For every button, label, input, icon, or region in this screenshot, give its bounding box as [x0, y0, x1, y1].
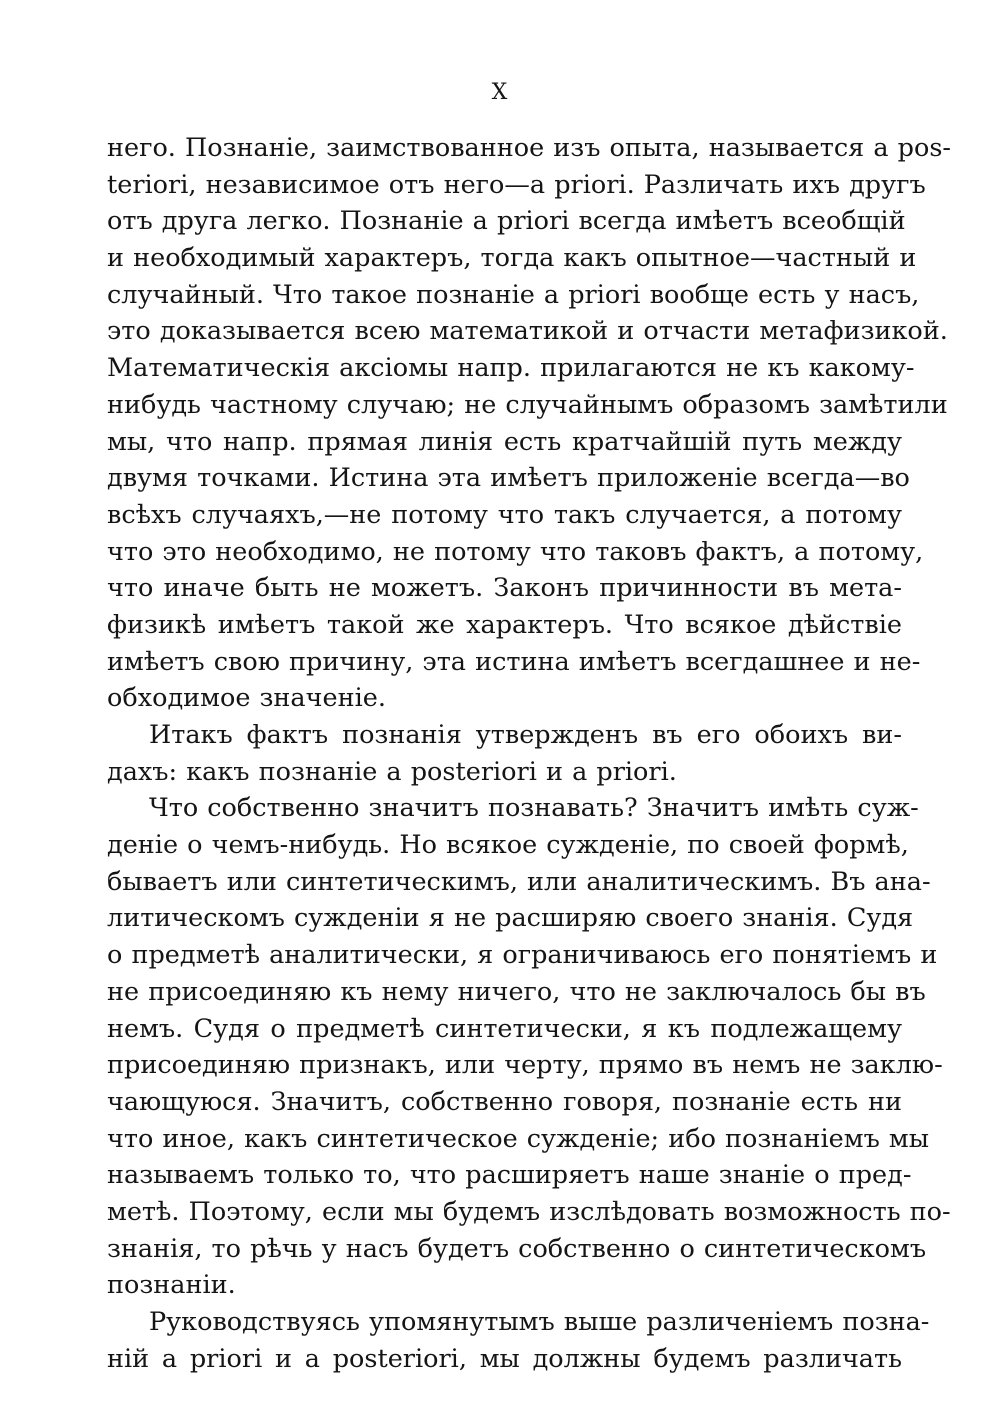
text-line: Математическiя аксiомы напр. прилагаются не къ какому- — [107, 353, 915, 384]
paragraph-1 — [107, 130, 952, 717]
text-line: нiй а priori и а posteriori, мы должны будемъ различать — [107, 1343, 902, 1374]
body-text — [107, 130, 952, 1377]
text-line: это доказывается всею математикой и отчасти метафизикой. — [107, 316, 948, 347]
text-line: Руководствуясь упомянутымъ выше различенiемъ позна- — [149, 1307, 930, 1337]
text-line: двумя точками. Истина эта имѣетъ приложенiе всегда—во — [107, 463, 910, 494]
text-line: о предметѣ аналитически, я ограничиваюсь его понятiемъ и — [107, 940, 938, 971]
text-line: бываетъ или синтетическимъ, или аналитическимъ. Въ ана- — [107, 866, 931, 897]
text-line: дахъ: какъ познанiе а posteriori и а priori. — [107, 756, 677, 787]
text-line: физикѣ имѣетъ такой же характеръ. Что всякое дѣйствiе — [107, 609, 902, 640]
text-line: что это необходимо, не потому что таковъ фактъ, а потому, — [107, 536, 924, 567]
text-line: мы, что напр. прямая линiя есть кратчайшiй путь между — [107, 426, 902, 457]
paragraph-4 — [107, 1304, 930, 1377]
text-line: что иначе быть не можетъ. Законъ причинности въ мета- — [107, 573, 902, 604]
text-line: teriori, независимое отъ него—а priori. Различать ихъ другъ — [107, 169, 926, 200]
text-line: присоединяю признакъ, или черту, прямо въ немъ не заклю- — [107, 1050, 943, 1081]
text-line: метѣ. Поэтому, если мы будемъ изслѣдовать возможность по- — [107, 1196, 951, 1227]
text-line: литическомъ сужденiи я не расширяю своего знанiя. Судя — [107, 903, 914, 934]
text-line: Итакъ фактъ познанiя утвержденъ въ его обоихъ ви- — [149, 720, 902, 750]
text-line: денiе о чемъ-нибудь. Но всякое сужденiе, по своей формѣ, — [107, 830, 909, 861]
text-line: немъ. Судя о предметѣ синтетически, я къ подлежащему — [107, 1013, 902, 1044]
text-line: всѣхъ случаяхъ,—не потому что такъ случается, а потому — [107, 499, 902, 530]
text-line: что иное, какъ синтетическое сужденiе; ибо познанiемъ мы — [107, 1123, 930, 1154]
text-line: не присоединяю къ нему ничего, что не заключалось бы въ — [107, 976, 926, 1007]
text-line: отъ друга легко. Познанiе а priori всегда имѣетъ всеобщiй — [107, 206, 906, 237]
paragraph-3 — [107, 790, 951, 1304]
text-line: Что собственно значитъ познавать? Значитъ имѣть суж- — [149, 793, 919, 824]
text-line: случайный. Что такое познанiе а priori вообще есть у насъ, — [107, 279, 920, 310]
text-line: и необходимый характеръ, тогда какъ опытное—частный и — [107, 243, 917, 274]
text-line: познанiи. — [107, 1270, 236, 1301]
text-line: знанiя, то рѣчь у насъ будетъ собственно о синтетическомъ — [107, 1233, 927, 1264]
text-line: называемъ только то, что расширяетъ наше знанiе о пред- — [107, 1160, 912, 1191]
text-line: нибудь частному случаю; не случайнымъ образомъ замѣтили — [107, 389, 948, 420]
page-number: X — [491, 80, 509, 105]
text-line: чающуюся. Значитъ, собственно говоря, познанiе есть ни — [107, 1086, 902, 1117]
text-line: него. Познанiе, заимствованное изъ опыта, называется а pos- — [107, 133, 952, 163]
text-line: обходимое значенiе. — [107, 683, 386, 714]
paragraph-2 — [107, 717, 902, 790]
text-line: имѣетъ свою причину, эта истина имѣетъ всегдашнее и не- — [107, 646, 921, 677]
